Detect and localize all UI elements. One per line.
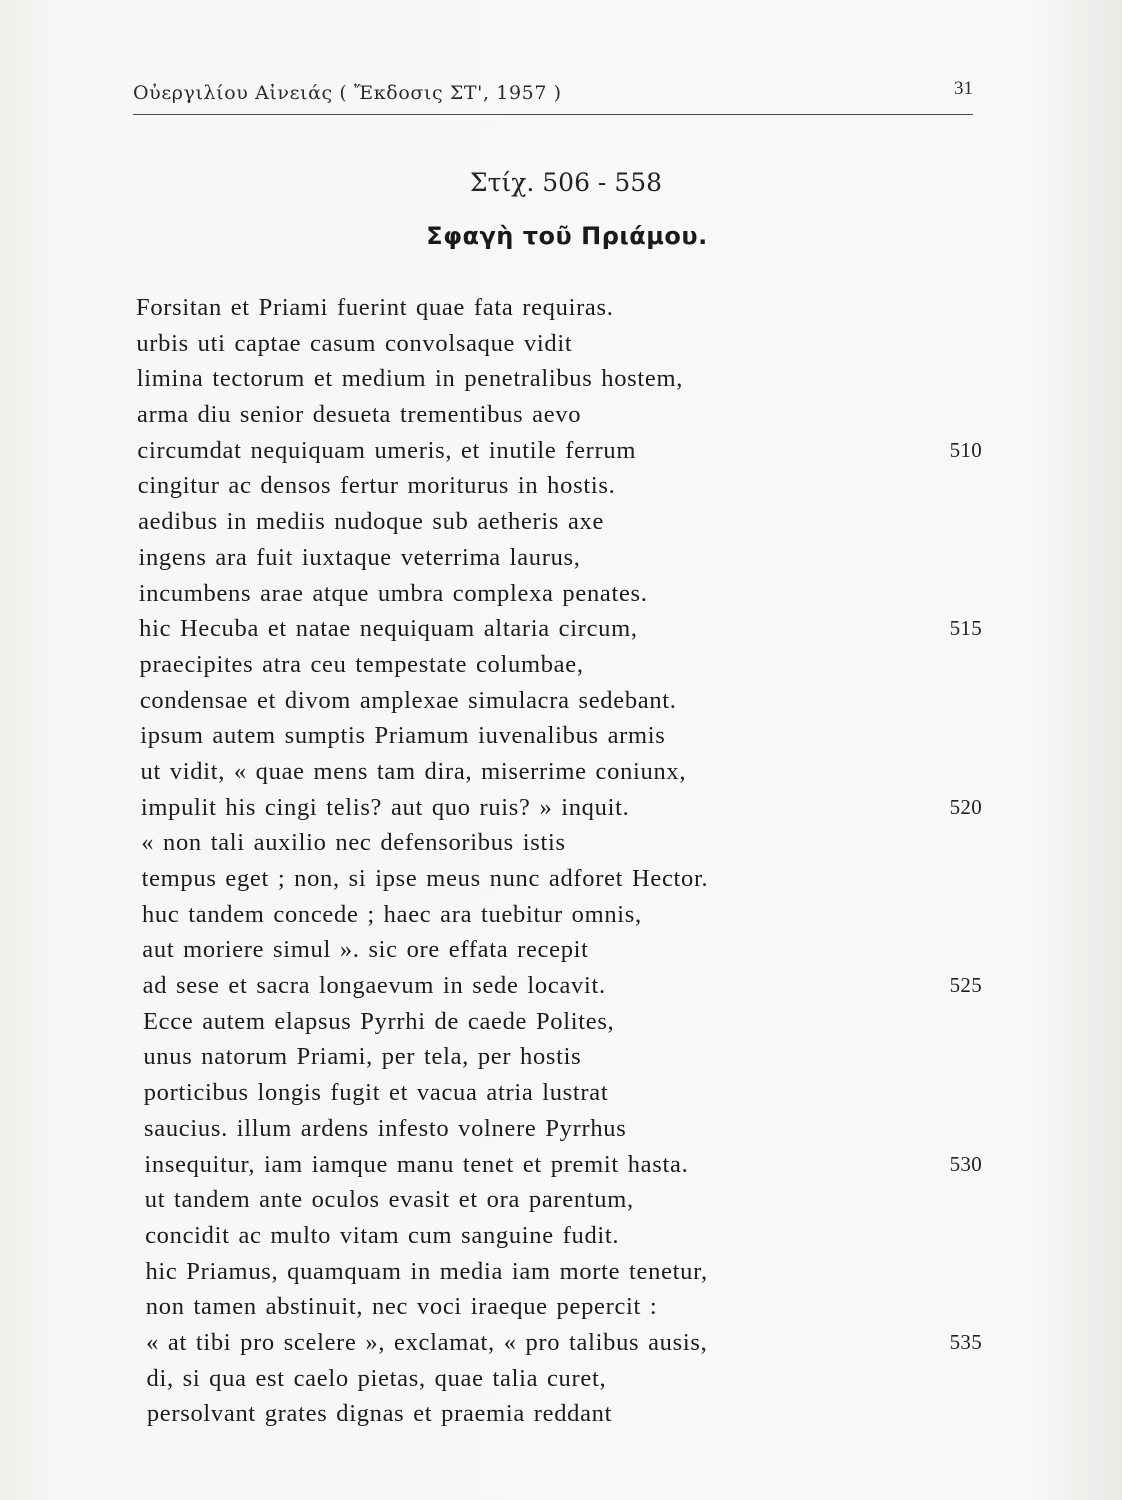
verse-line-text: unus natorum Priami, per tela, per hostis: [143, 1043, 582, 1071]
verse-line-text: ingens ara fuit iuxtaque veterrima laurus,: [138, 543, 581, 571]
verse-line-text: aut moriere simul ». sic ore effata recepit: [142, 936, 589, 964]
header-divider: [133, 114, 973, 115]
verse-line: [136, 647, 996, 683]
verse-line-text: « at tibi pro scelere », exclamat, « pro talibus ausis,: [146, 1328, 708, 1356]
verse-line: [136, 1325, 996, 1361]
line-number: 520: [949, 794, 982, 819]
verse-line: [136, 540, 996, 576]
verse-line-text: cingitur ac densos fertur moriturus in hostis.: [137, 472, 616, 500]
header-title: Οὐεργιλίου Αἰνειάς ( Ἔκδοσις ΣΤ', 1957 ): [133, 82, 562, 104]
verse-line: [136, 897, 996, 933]
verse-line: [136, 1182, 996, 1218]
verse-line-text: huc tandem concede ; haec ara tuebitur omnis,: [141, 900, 642, 928]
verse-line: [136, 1218, 996, 1254]
verse-line-text: persolvant grates dignas et praemia reddant: [146, 1400, 613, 1428]
verse-line-text: ad sese et sacra longaevum in sede locavit.: [142, 972, 606, 1000]
verse-line-text: saucius. illum ardens infesto volnere Pyrrhus: [144, 1114, 627, 1142]
verse-line-text: arma diu senior desueta trementibus aevo: [137, 401, 582, 429]
verse-line-text: Ecce autem elapsus Pyrrhi de caede Polites,: [143, 1007, 615, 1035]
verse-line: [136, 968, 996, 1004]
poem-text: [136, 290, 996, 1432]
verse-line: [136, 825, 996, 861]
verse-line-text: limina tectorum et medium in penetralibus hostem,: [136, 365, 684, 393]
verse-line: [136, 1361, 996, 1397]
verse-line-text: ut vidit, « quae mens tam dira, miserrime coniunx,: [140, 757, 687, 785]
verse-line: [136, 576, 996, 612]
verse-line: [136, 611, 996, 647]
verse-line-text: urbis uti captae casum convolsaque vidit: [136, 329, 573, 357]
verse-line: [136, 504, 996, 540]
running-header: [133, 74, 973, 118]
verse-line: [136, 1289, 996, 1325]
verse-line-text: ipsum autem sumptis Priamum iuvenalibus armis: [140, 722, 666, 750]
verse-line-text: circumdat nequiquam umeris, et inutile ferrum: [137, 436, 637, 464]
verse-line: [136, 433, 996, 469]
page-number: 31: [954, 78, 973, 99]
verse-line-text: impulit his cingi telis? aut quo ruis? » inquit.: [140, 793, 630, 821]
verse-line-text: praecipites atra ceu tempestate columbae,: [139, 650, 584, 678]
verse-line-text: incumbens arae atque umbra complexa penates.: [138, 579, 648, 607]
verse-line-text: tempus eget ; non, si ipse meus nunc adforet Hector.: [141, 865, 709, 892]
line-number: 530: [949, 1151, 982, 1176]
verse-line-text: hic Hecuba et natae nequiquam altaria circum,: [139, 615, 638, 643]
verse-line: [136, 1111, 996, 1147]
verse-line-text: di, si qua est caelo pietas, quae talia curet,: [146, 1364, 607, 1392]
section-title: Σφαγὴ τοῦ Πριάμου.: [426, 222, 708, 250]
verse-line-text: non tamen abstinuit, nec voci iraeque pepercit :: [145, 1293, 658, 1321]
line-number: 515: [949, 616, 982, 641]
verse-line: [136, 1147, 996, 1183]
verse-line-text: concidit ac multo vitam cum sanguine fudit.: [145, 1221, 620, 1249]
verse-line: [136, 1039, 996, 1075]
verse-line-text: « non tali auxilio nec defensoribus istis: [141, 829, 566, 857]
verse-line: [136, 754, 996, 790]
verse-line-text: insequitur, iam iamque manu tenet et premit hasta.: [144, 1150, 689, 1178]
verse-line: [136, 861, 996, 897]
verse-line-text: Forsitan et Priami fuerint quae fata requiras.: [136, 294, 614, 321]
verse-line: [136, 718, 996, 754]
line-number: 535: [949, 1329, 982, 1354]
verse-line: [136, 1004, 996, 1040]
verse-line: [136, 1075, 996, 1111]
verse-line: [136, 468, 996, 504]
verse-line: [136, 290, 996, 326]
line-number: 525: [949, 973, 982, 998]
verse-line-text: ut tandem ante oculos evasit et ora parentum,: [144, 1186, 634, 1214]
verse-line: [136, 1396, 996, 1432]
verse-line-text: condensae et divom amplexae simulacra sedebant.: [139, 686, 677, 714]
verse-line: [136, 683, 996, 719]
verse-line-text: porticibus longis fugit et vacua atria lustrat: [143, 1079, 609, 1107]
verse-line: [136, 326, 996, 362]
verse-range-heading: Στίχ. 506 - 558: [469, 168, 663, 197]
verse-line: [136, 397, 996, 433]
verse-line: [136, 932, 996, 968]
verse-line: [136, 1254, 996, 1290]
verse-line-text: aedibus in mediis nudoque sub aetheris axe: [138, 508, 605, 536]
verse-line: [136, 790, 996, 826]
verse-line: [136, 361, 996, 397]
line-number: 510: [949, 437, 982, 462]
verse-line-text: hic Priamus, quamquam in media iam morte tenetur,: [145, 1257, 708, 1285]
